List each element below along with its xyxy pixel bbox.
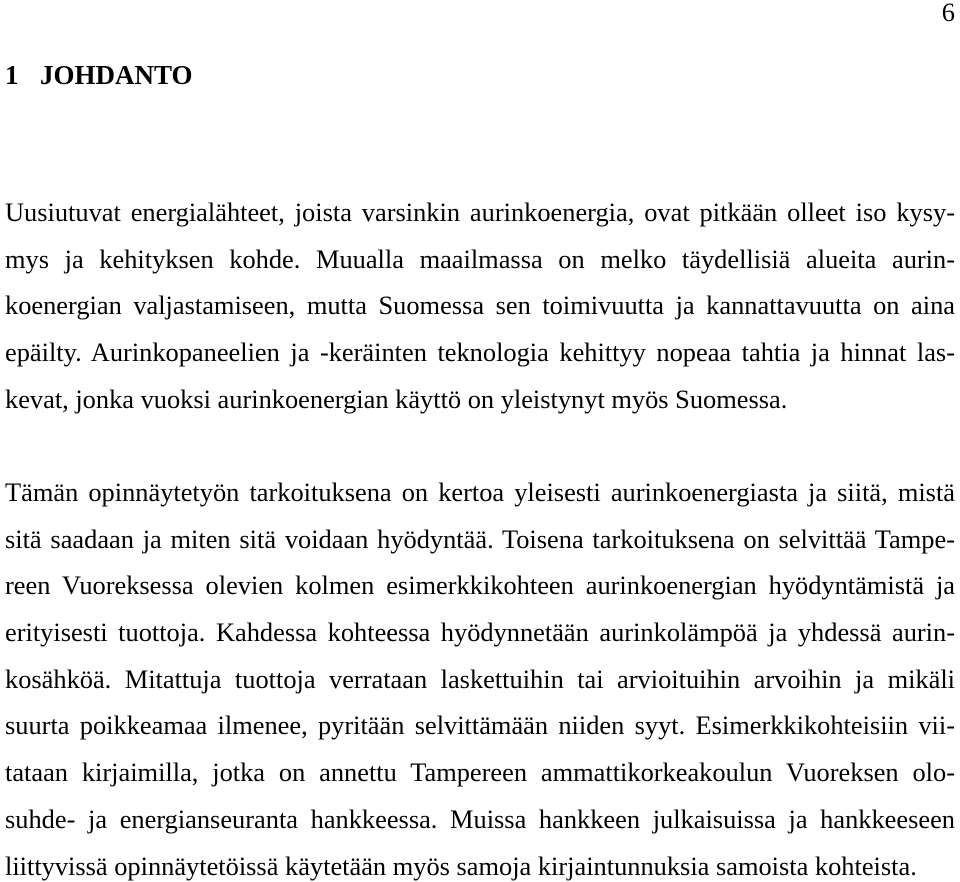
paragraph-line: suurta poikkeamaa ilmenee, pyritään selvittämään niiden syyt. Esimerkkikohteisiin vii-: [5, 710, 955, 741]
paragraph-line: kosähköä. Mitattuja tuottoja verrataan laskettuihin tai arvioituihin arvoihin ja mikäli: [5, 663, 955, 694]
paragraph-introduction: [5, 198, 955, 413]
paragraph-line: kevat, jonka vuoksi aurinkoenergian käyttö on yleistynyt myös Suomessa.: [5, 383, 788, 414]
paragraph-line: erityisesti tuottoja. Kahdessa kohteessa hyödynnetään aurinkolämpöä ja yhdessä aurin-: [5, 617, 955, 648]
paragraph-line: tataan kirjaimilla, jotka on annettu Tampereen ammattikorkeakoulun Vuoreksen olo-: [5, 757, 955, 788]
paragraph-line: reen Vuoreksessa olevien kolmen esimerkkikohteen aurinkoenergian hyödyntämistä ja: [5, 570, 955, 601]
page-number: 6: [941, 0, 955, 27]
paragraph-line: sitä saadaan ja miten sitä voidaan hyödyntää. Toisena tarkoituksena on selvittää Tampe-: [5, 523, 955, 554]
paragraph-line: liittyvissä opinnäytetöissä käytetään myös samoja kirjaintunnuksia samoista kohteista.: [5, 850, 917, 881]
chapter-heading: [0, 61, 400, 89]
chapter-title: JOHDANTO: [40, 60, 193, 90]
paragraph-line: Tämän opinnäytetyön tarkoituksena on kertoa yleisesti aurinkoenergiasta ja siitä, mistä: [5, 477, 955, 507]
paragraph-line: mys ja kehityksen kohde. Muualla maailmassa on melko täydellisiä alueita aurin-: [5, 243, 955, 274]
paragraph-line: epäilty. Aurinkopaneelien ja -keräinten teknologia kehittyy nopeaa tahtia ja hinnat las-: [5, 337, 955, 368]
paragraph-line: suhde- ja energianseuranta hankkeessa. Muissa hankkeen julkaisuissa ja hankkeeseen: [5, 803, 955, 834]
chapter-number: 1: [5, 60, 19, 90]
paragraph-line: koenergian valjastamiseen, mutta Suomessa sen toimivuutta ja kannattavuutta on aina: [5, 290, 955, 321]
paragraph-purpose: [5, 478, 955, 880]
paragraph-line: Uusiutuvat energialähteet, joista varsinkin aurinkoenergia, ovat pitkään olleet iso kysy-: [5, 197, 955, 227]
